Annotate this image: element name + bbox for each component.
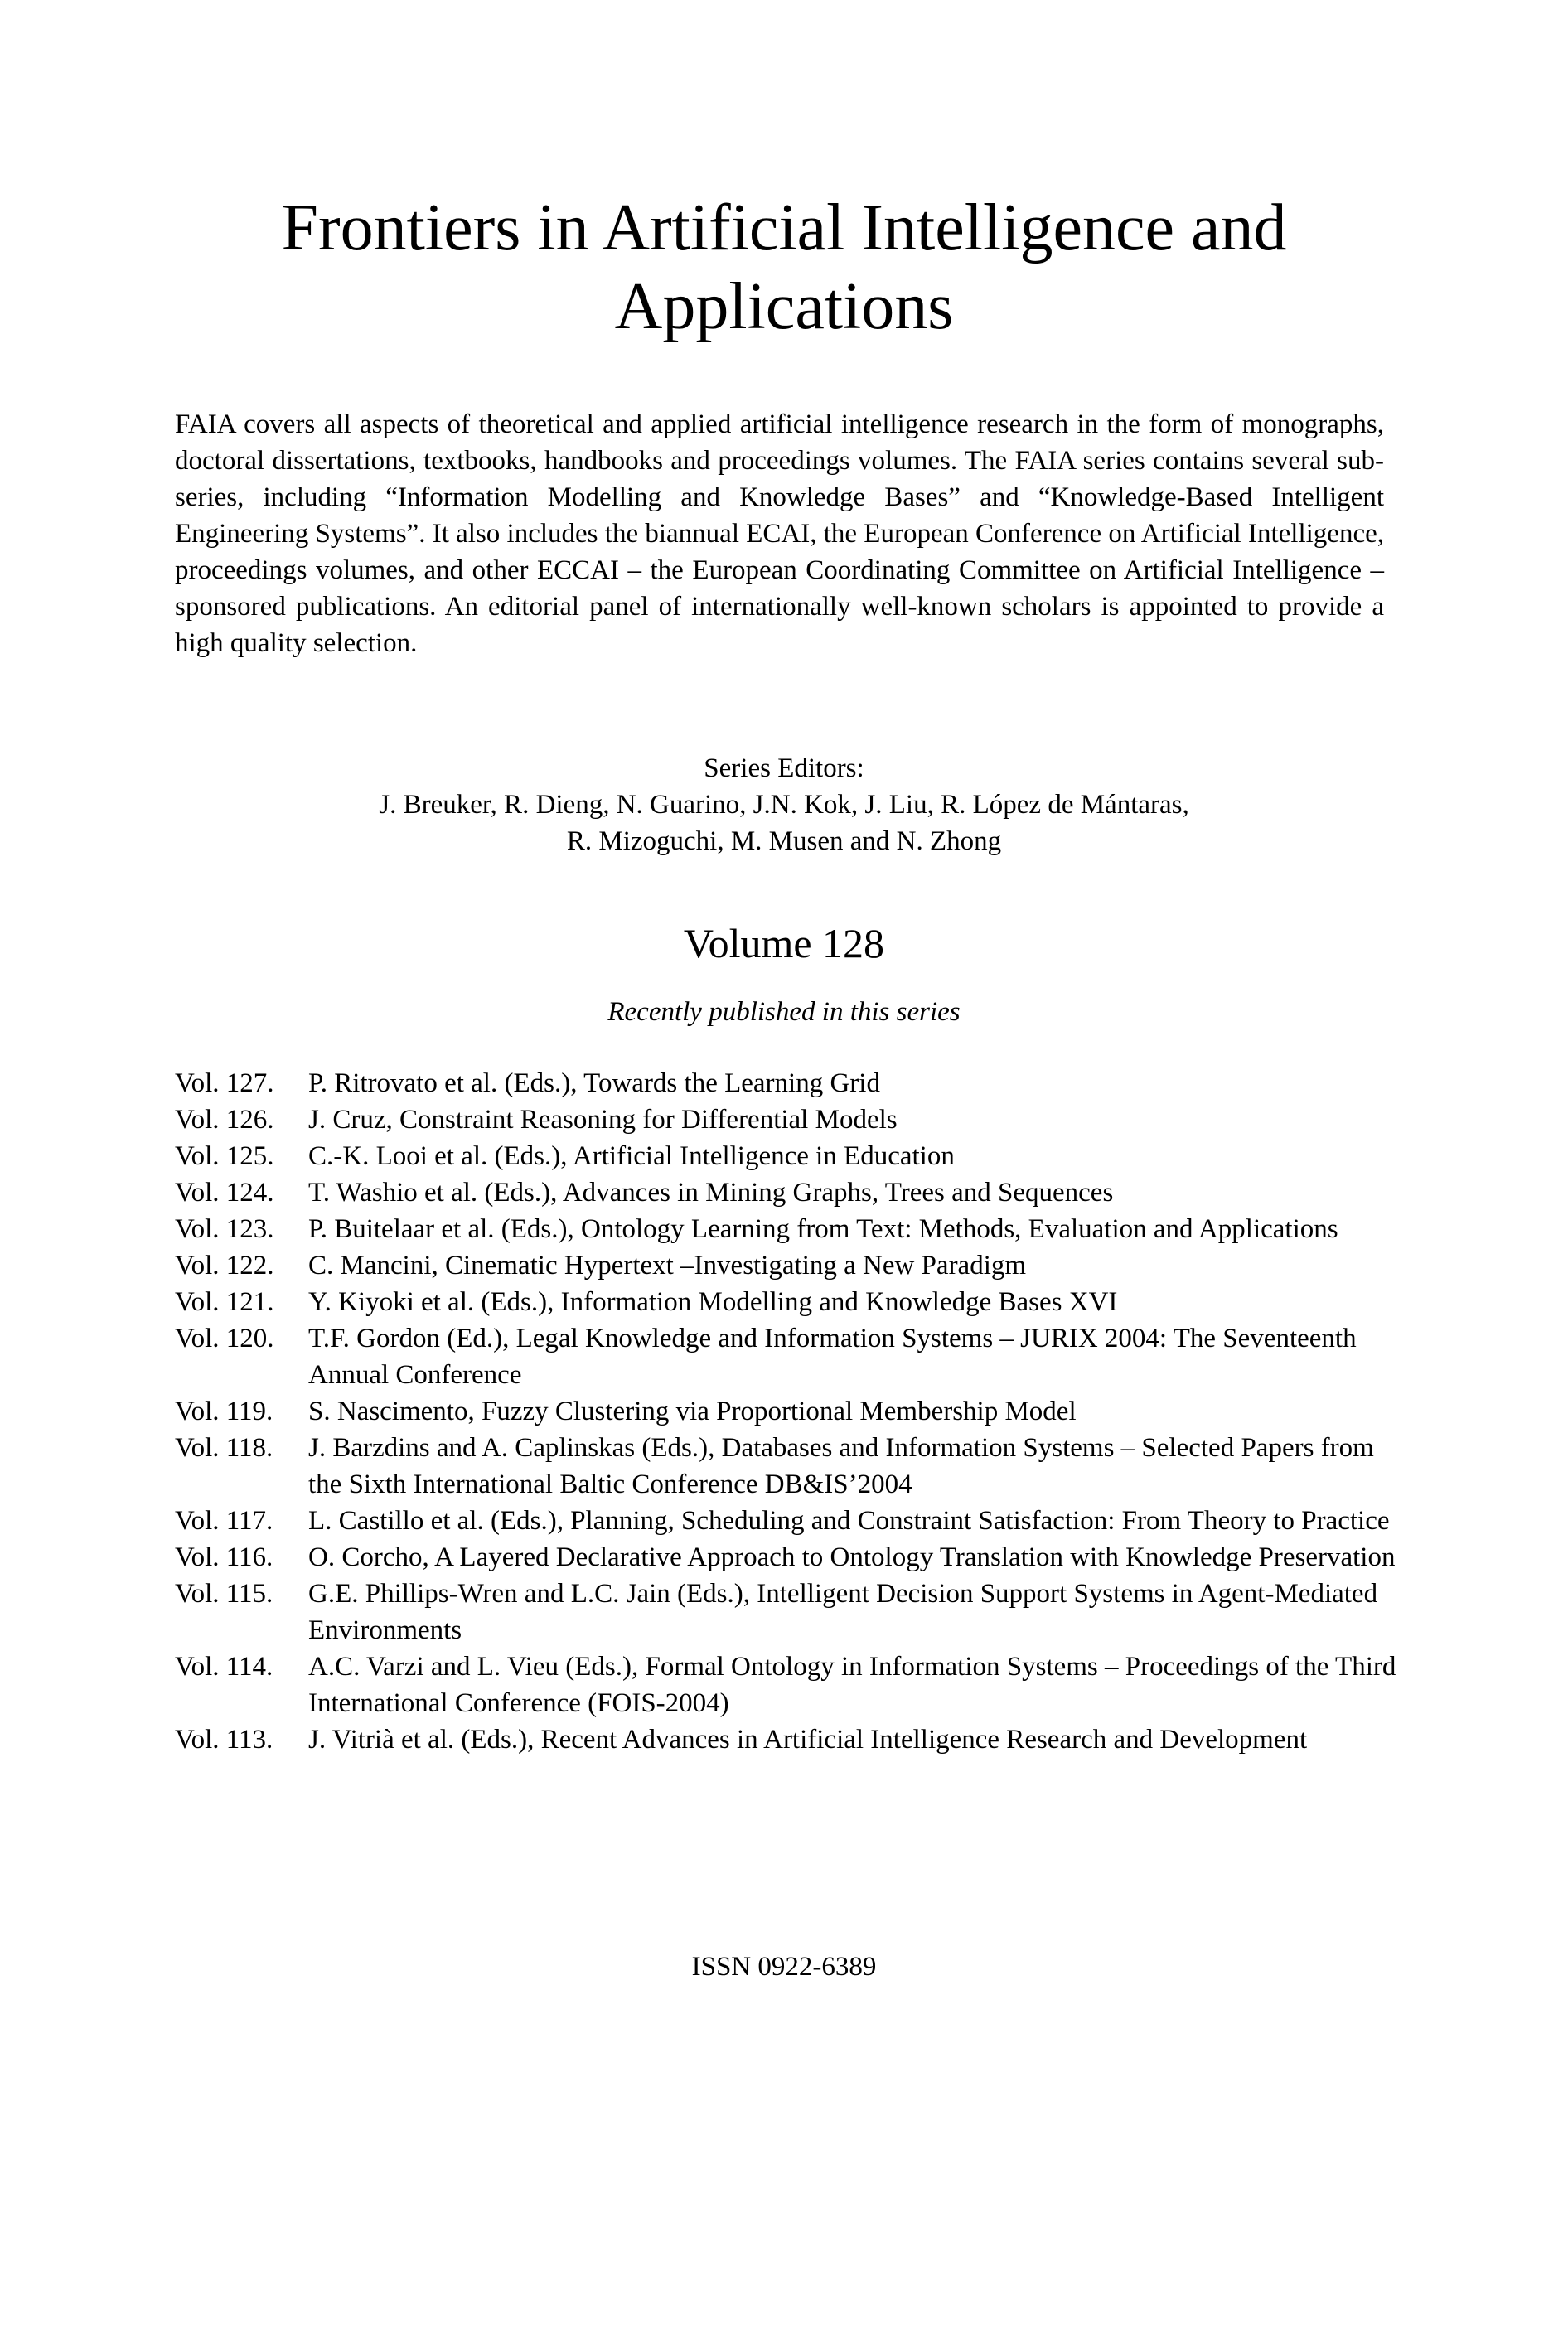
list-item: [175, 1576, 1401, 1648]
volume-label: Vol. 127.: [175, 1068, 274, 1098]
volume-label: Vol. 116.: [175, 1542, 273, 1572]
list-item: [175, 1101, 1401, 1138]
volume-label: Vol. 119.: [175, 1397, 273, 1426]
title-line-1: Frontiers in Artificial Intelligence and: [281, 191, 1287, 264]
volume-label: Vol. 120.: [175, 1324, 274, 1353]
list-item: [175, 1174, 1401, 1211]
list-item: [175, 1065, 1401, 1101]
series-editors-names-line-1: J. Breuker, R. Dieng, N. Guarino, J.N. Kok, J. Liu, R. López de Mántaras,: [379, 790, 1189, 820]
volume-entry: Y. Kiyoki et al. (Eds.), Information Modelling and Knowledge Bases XVI: [308, 1287, 1118, 1317]
list-item: [175, 1393, 1401, 1430]
volume-entry: P. Ritrovato et al. (Eds.), Towards the Learning Grid: [308, 1068, 880, 1098]
series-editors-label: Series Editors:: [704, 753, 864, 783]
series-description: FAIA covers all aspects of theoretical and applied artificial intelligence research in the form of monographs, doctoral dissertations, textbooks, handbooks and proceedings volumes. The FAIA series contains several sub-series, including “Information Modelling and Knowledge Bases” and “Knowledge-Based Intelligent Engineering Systems”. It also includes the biannual ECAI, the European Conference on Artificial Intelligence, proceedings volumes, and other ECCAI – the European Coordinating Committee on Artificial Intelligence – sponsored publications. An editorial panel of internationally well-known scholars is appointed to provide a high quality selection.: [175, 409, 1384, 658]
volume-entry: J. Vitrià et al. (Eds.), Recent Advances in Artificial Intelligence Research and Development: [308, 1725, 1308, 1755]
volume-entry: L. Castillo et al. (Eds.), Planning, Scheduling and Constraint Satisfaction: From Theory to Practice: [308, 1506, 1390, 1536]
list-item: [175, 1539, 1401, 1576]
list-item: [175, 1430, 1401, 1503]
volume-entry: O. Corcho, A Layered Declarative Approach to Ontology Translation with Knowledge Preservation: [308, 1542, 1396, 1572]
recent-heading: Recently published in this series: [607, 997, 961, 1027]
volume-label: Vol. 118.: [175, 1433, 273, 1463]
list-item: [175, 1320, 1401, 1393]
list-item: [175, 1721, 1401, 1758]
title-line-2: Applications: [614, 270, 954, 343]
volume-number: Volume 128: [683, 920, 885, 966]
volume-label: Vol. 123.: [175, 1214, 274, 1244]
volume-label: Vol. 121.: [175, 1287, 274, 1317]
series-editors: [0, 750, 1568, 859]
volume-entry: S. Nascimento, Fuzzy Clustering via Proportional Membership Model: [308, 1397, 1077, 1426]
recent-volumes-list: [175, 1065, 1401, 1758]
volume-label: Vol. 122.: [175, 1251, 274, 1281]
issn: ISSN 0922-6389: [691, 1952, 877, 1982]
volume-label: Vol. 125.: [175, 1141, 274, 1171]
volume-entry: J. Barzdins and A. Caplinskas (Eds.), Databases and Information Systems – Selected Papers from the Sixth International Baltic Conference DB&IS’2004: [308, 1433, 1374, 1499]
volume-entry: G.E. Phillips-Wren and L.C. Jain (Eds.), Intelligent Decision Support Systems in Agent-Mediated Environments: [308, 1579, 1378, 1645]
page-title: [0, 189, 1568, 346]
list-item: [175, 1284, 1401, 1320]
list-item: [175, 1503, 1401, 1539]
volume-label: Vol. 126.: [175, 1105, 274, 1135]
volume-entry: C. Mancini, Cinematic Hypertext –Investigating a New Paradigm: [308, 1251, 1027, 1281]
list-item: [175, 1138, 1401, 1174]
list-item: [175, 1247, 1401, 1284]
volume-label: Vol. 113.: [175, 1725, 273, 1755]
volume-label: Vol. 117.: [175, 1506, 273, 1536]
volume-entry: A.C. Varzi and L. Vieu (Eds.), Formal Ontology in Information Systems – Proceedings of the Third International Conference (FOIS-2004): [308, 1652, 1396, 1718]
list-item: [175, 1211, 1401, 1247]
volume-entry: J. Cruz, Constraint Reasoning for Differential Models: [308, 1105, 898, 1135]
volume-label: Vol. 115.: [175, 1579, 273, 1609]
volume-label: Vol. 124.: [175, 1178, 274, 1208]
volume-entry: T.F. Gordon (Ed.), Legal Knowledge and Information Systems – JURIX 2004: The Seventeenth Annual Conference: [308, 1324, 1357, 1390]
volume-entry: P. Buitelaar et al. (Eds.), Ontology Learning from Text: Methods, Evaluation and Applications: [308, 1214, 1338, 1244]
series-editors-names-line-2: R. Mizoguchi, M. Musen and N. Zhong: [566, 826, 1002, 856]
volume-label: Vol. 114.: [175, 1652, 273, 1682]
volume-entry: T. Washio et al. (Eds.), Advances in Mining Graphs, Trees and Sequences: [308, 1178, 1114, 1208]
list-item: [175, 1648, 1401, 1721]
volume-entry: C.-K. Looi et al. (Eds.), Artificial Intelligence in Education: [308, 1141, 955, 1171]
